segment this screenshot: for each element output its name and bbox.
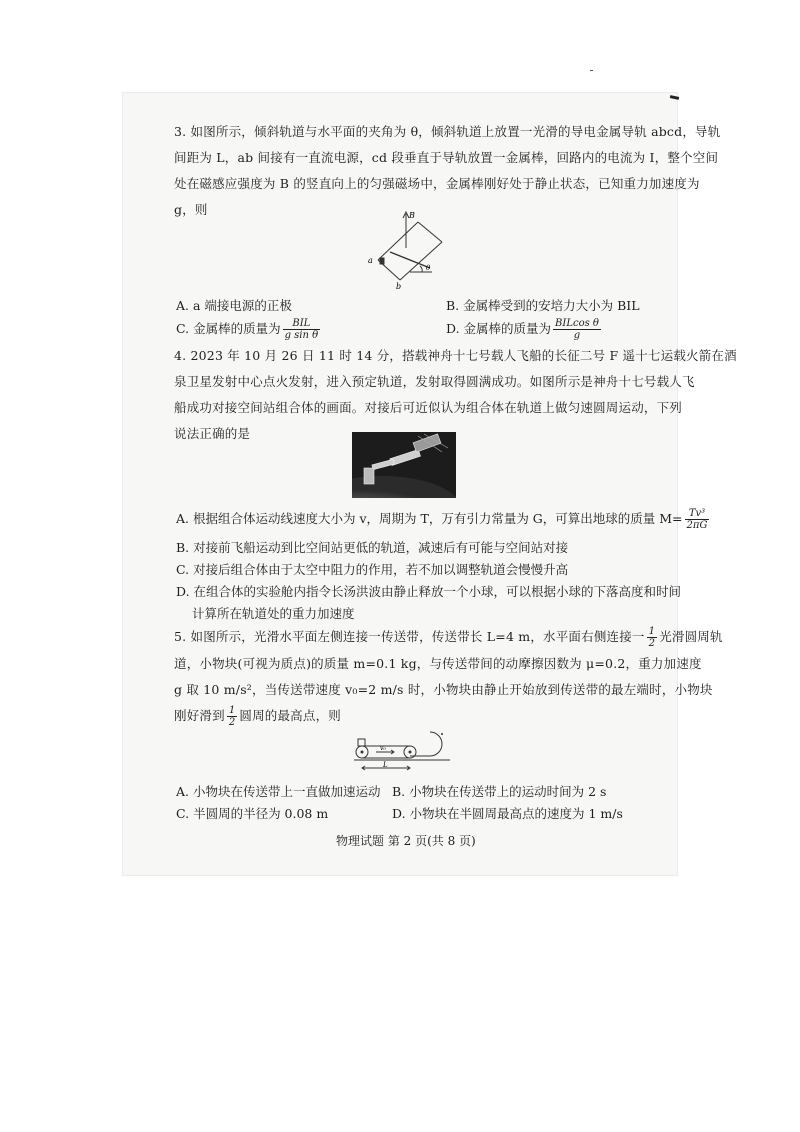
q5-line-1-numerator: 1 — [648, 626, 656, 637]
q4-option-a-denominator: 2πG — [686, 520, 708, 531]
q3-option-d-text: D. 金属棒的质量为 — [446, 321, 552, 336]
q3-option-b: B. 金属棒受到的安培力大小为 BIL — [446, 298, 640, 313]
q5-line-1-text-b: 光滑圆周轨 — [659, 629, 723, 644]
q5-conveyor-figure — [352, 722, 452, 774]
q5-option-a: A. 小物块在传送带上一直做加速运动 — [176, 784, 381, 799]
q5-line-4-fraction — [227, 705, 238, 728]
q3-label-a: a — [368, 256, 373, 265]
q5-line-4-denominator: 2 — [228, 717, 236, 728]
q4-option-c: C. 对接后组合体由于太空中阻力的作用，若不加以调整轨道会慢慢升高 — [176, 562, 569, 577]
q3-line-2: 间距为 L，ab 间接有一直流电源，cd 段垂直于导轨放置一金属棒，回路内的电流为 I，整个空间 — [174, 150, 719, 165]
q5-line-3: g 取 10 m/s²，当传送带速度 v₀=2 m/s 时，小物块由静止开始放到传送带的最左端时，小物块 — [174, 682, 713, 697]
q3-label-theta: θ — [426, 264, 431, 272]
q4-line-3: 船成功对接空间站组合体的画面。对接后可近似认为组合体在轨道上做匀速圆周运动，下列 — [174, 400, 683, 415]
q3-option-d-numerator: BILcos θ — [555, 318, 599, 329]
q3-line-3: 处在磁感应强度为 B 的竖直向上的匀强磁场中，金属棒刚好处于静止状态，已知重力加速度为 — [174, 176, 700, 191]
q5-line-4-numerator: 1 — [228, 705, 236, 716]
q5-line-4-text-a: 刚好滑到 — [174, 708, 225, 723]
q4-line-1: 4. 2023 年 10 月 26 日 11 时 14 分，搭载神舟十七号载人飞船的长征二号 F 遥十七运载火箭在酒 — [174, 348, 737, 363]
q5-option-b: B. 小物块在传送带上的运动时间为 2 s — [392, 784, 607, 799]
q5-option-d: D. 小物块在半圆周最高点的速度为 1 m/s — [392, 806, 623, 821]
q4-option-d-line-1: D. 在组合体的实验舱内指令长汤洪波由静止释放一个小球，可以根据小球的下落高度和时间 — [176, 584, 682, 599]
q5-line-1-fraction — [647, 626, 658, 649]
q3-label-B: B — [409, 211, 415, 220]
q5-line-4 — [174, 703, 341, 729]
q4-option-a-text: A. 根据组合体运动线速度大小为 v，周期为 T，万有引力常量为 G，可算出地球的质量 M= — [176, 511, 683, 526]
q3-option-c-text: C. 金属棒的质量为 — [176, 321, 281, 336]
q5-line-1 — [174, 624, 723, 650]
q3-option-a: A. a 端接电源的正极 — [176, 298, 292, 313]
q3-line-1: 3. 如图所示，倾斜轨道与水平面的夹角为 θ，倾斜轨道上放置一光滑的导电金属导轨 abcd，导轨 — [174, 124, 721, 139]
q3-option-c-fraction — [283, 318, 321, 341]
q4-option-a-fraction — [685, 508, 710, 531]
q4-option-b: B. 对接前飞船运动到比空间站更低的轨道，减速后有可能与空间站对接 — [176, 540, 569, 555]
q4-line-4: 说法正确的是 — [174, 426, 251, 441]
q3-option-d — [446, 318, 603, 341]
q5-line-4-text-b: 圆周的最高点，则 — [239, 708, 341, 723]
q3-option-c — [176, 318, 322, 341]
scan-mark-top — [590, 70, 593, 71]
q3-option-c-denominator: g sin θ — [284, 330, 319, 341]
q5-label-L: L — [383, 761, 388, 769]
q5-option-c: C. 半圆周的半径为 0.08 m — [176, 806, 329, 821]
q4-option-a-numerator: Tv³ — [685, 508, 710, 520]
q3-line-4: g，则 — [174, 202, 208, 217]
q5-line-1-text-a: 5. 如图所示，光滑水平面左侧连接一传送带，传送带长 L=4 m，水平面右侧连接一 — [174, 629, 645, 644]
q3-option-d-denominator: g — [573, 330, 581, 341]
q3-option-d-fraction — [553, 318, 601, 341]
q4-option-d-line-2: 计算所在轨道处的重力加速度 — [192, 606, 355, 621]
space-station-docking-photo — [352, 432, 456, 498]
q4-line-2: 泉卫星发射中心点火发射，进入预定轨道，发射取得圆满成功。如图所示是神舟十七号载人飞 — [174, 374, 695, 389]
q3-rail-figure — [360, 208, 470, 290]
q4-option-a — [176, 508, 711, 531]
q5-line-1-denominator: 2 — [648, 638, 656, 649]
q5-line-2: 道，小物块(可视为质点)的质量 m=0.1 kg，与传送带间的动摩擦因数为 μ=0.2，重力加速度 — [174, 656, 702, 671]
q3-option-c-numerator: BIL — [283, 318, 321, 330]
q3-label-b: b — [396, 282, 402, 290]
q5-label-v0: v₀ — [380, 745, 386, 752]
page-footer: 物理试题 第 2 页(共 8 页) — [336, 834, 476, 848]
